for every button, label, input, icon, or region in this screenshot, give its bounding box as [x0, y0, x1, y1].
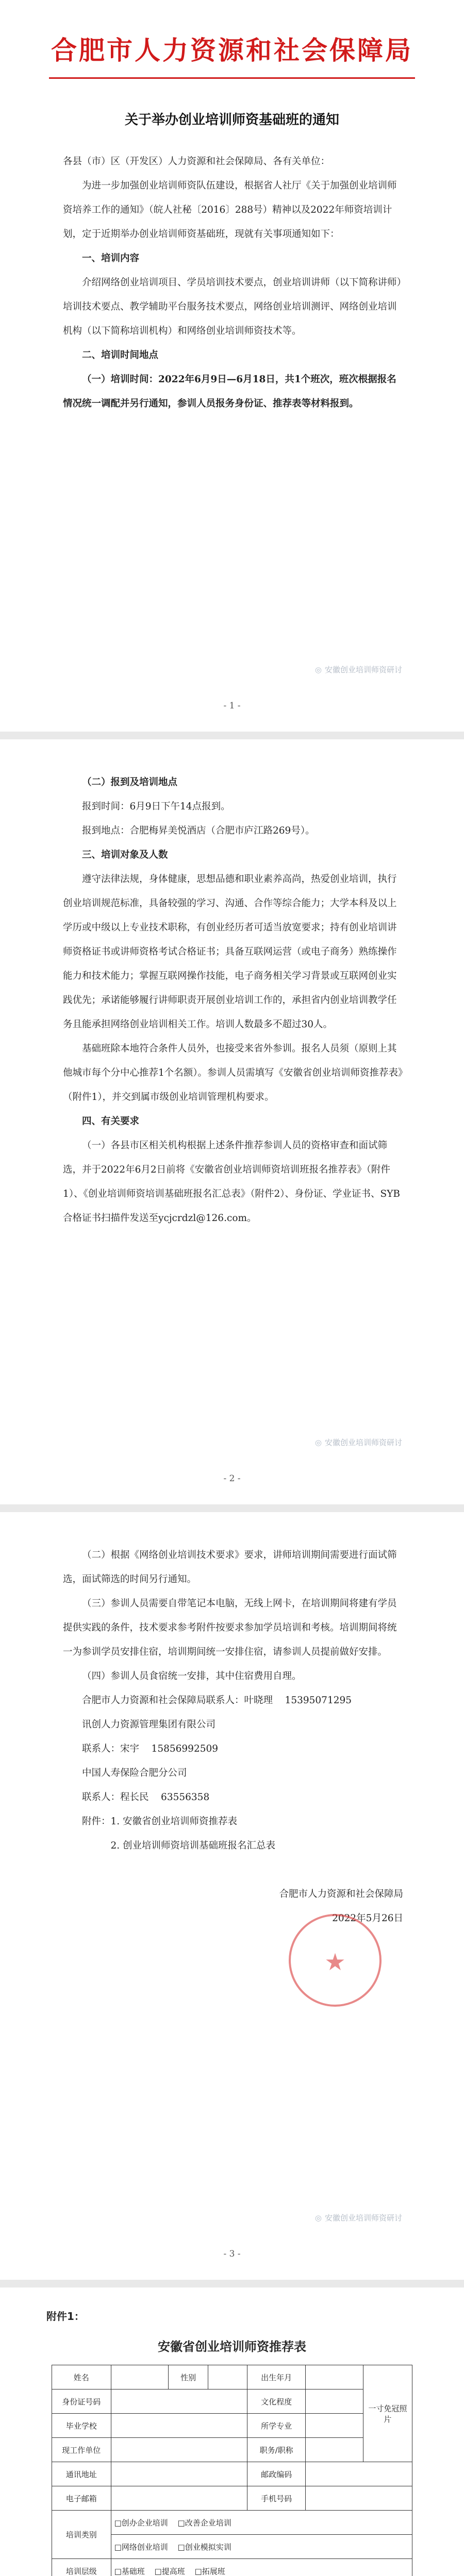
wechat-icon: ◎ [314, 2213, 322, 2223]
contact-org-person: 联系人：宋宇 15856992509 [82, 1743, 219, 1754]
label-edu: 文化程度 [247, 2389, 306, 2414]
level-options [111, 2559, 412, 2576]
contact-city: 合肥市人力资源和社会保障局联系人：叶晓理 15395071295 [82, 1695, 352, 1706]
label-id: 身份证号码 [52, 2389, 111, 2414]
attachments-label: 附件：1. 安徽省创业培训师资推荐表 [82, 1816, 238, 1827]
notice-page-2 [0, 739, 464, 1504]
field-major[interactable] [306, 2414, 363, 2438]
field-edu[interactable] [306, 2389, 363, 2414]
report-place: 报到地点：合肥梅昇美悦酒店（合肥市庐江路269号）。 [82, 825, 315, 836]
section-3-title: 三、培训对象及人数 [82, 850, 168, 860]
section-4-title: 四、有关要求 [82, 1116, 140, 1127]
salutation: 各县（市）区（开发区）人力资源和社会保障局、各有关单位： [63, 156, 330, 167]
contact-org2-person: 联系人：程长民 63556358 [82, 1792, 210, 1803]
notice-body-p3 [63, 1543, 403, 1930]
agency-header: 合肥市人力资源和社会保障局 [51, 35, 413, 65]
label-postcode: 邮政编码 [247, 2462, 306, 2486]
label-gender: 性别 [169, 2365, 208, 2389]
contact-org2: 中国人寿保险合肥分公司 [82, 1768, 187, 1778]
field-name[interactable] [111, 2365, 168, 2389]
checkbox-online[interactable]: □网络创业培训 [114, 2542, 168, 2552]
label-birth: 出生年月 [247, 2365, 306, 2389]
form-caption: 附件1： [46, 2310, 85, 2323]
label-major: 所学专业 [247, 2414, 306, 2438]
checkbox-iyb[interactable]: □改善企业培训 [177, 2518, 231, 2528]
section-1-body: 介绍网络创业培训项目、学员培训技术要点，创业培训讲师（以下简称讲师）培训技术要点、教学辅助平台服务技术要点，网络创业培训测评、网络创业培训机构（以下简称培训机构）和网络创业培训师资技术等。 [63, 277, 402, 336]
category-options-row2 [111, 2535, 412, 2559]
field-birth[interactable] [306, 2365, 363, 2389]
checkbox-advanced[interactable]: □提高班 [154, 2566, 185, 2576]
section-1-title: 一、培训内容 [82, 253, 140, 264]
notice-page-1 [0, 0, 464, 732]
label-school: 毕业学校 [52, 2414, 111, 2438]
notice-title: 关于举办创业培训师资基础班的通知 [124, 112, 339, 128]
field-address[interactable] [111, 2462, 247, 2486]
section-4-body1: （一）各县市区相关机构根据上述条件推荐参训人员的资格审查和面试筛选，并于2022年6月2日前将《安徽省创业培训师资培训班报名推荐表》（附件1）、《创业培训师资培训基础班报名汇总表》（附件2）、身份证、学业证书、SYB合格证书扫描件发送至ycjcrdzl@126.com。 [63, 1140, 401, 1224]
watermark-p1: ◎ 安徽创业培训师资研讨 [314, 665, 402, 674]
page-number-2: - 2 - [223, 1473, 241, 1484]
form-title: 安徽省创业培训师资推荐表 [158, 2340, 306, 2354]
section-2-sub2: （二）报到及培训地点 [82, 777, 178, 788]
field-gender[interactable] [208, 2365, 247, 2389]
section-4-body2: （二）根据《网络创业培训技术要求》要求，讲师培训期间需要进行面试筛选，面试筛选的时间另行通知。 [63, 1550, 397, 1585]
field-title[interactable] [306, 2438, 363, 2462]
label-title: 职务/职称 [247, 2438, 306, 2462]
sign-org: 合肥市人力资源和社会保障局 [279, 1889, 403, 1900]
label-address: 通讯地址 [52, 2462, 111, 2486]
section-3-body2: 基础班除本地符合条件人员外，也接受来省外参训。报名人员须（原则上其他城市每个分中心推荐1个名额）。参训人员需填写《安徽省创业培训师资推荐表》（附件1），并交到属市级创业培训管理机构要求。 [63, 1043, 403, 1103]
attachment-2: 2. 创业培训师资培训基础班报名汇总表 [110, 1840, 276, 1851]
notice-body-p1 [63, 149, 403, 416]
field-school[interactable] [111, 2414, 247, 2438]
field-phone[interactable] [306, 2486, 412, 2511]
checkbox-syb[interactable]: □创办企业培训 [114, 2518, 168, 2528]
section-3-body1: 遵守法律法规，身体健康，思想品德和职业素养高尚，热爱创业培训，执行创业培训规范标准，具备较强的学习、沟通、合作等综合能力；大学本科及以上学历或中级以上专业技术职称，有创业经历者可适当放宽要求；持有创业培训讲师资格证书或讲师资格考试合格证书；具备互联网运营（或电子商务）熟练操作能力和技术能力；掌握互联网操作技能，电子商务相关学习背景或互联网创业实践优先；承诺能够履行讲师职责开展创业培训工作的，承担省内创业培训教学任务且能承担网络创业培训相关工作。培训人数最多不超过30人。 [63, 874, 397, 1030]
field-postcode[interactable] [306, 2462, 412, 2486]
wechat-icon: ◎ [314, 1438, 322, 1447]
official-seal [289, 1914, 382, 2007]
category-options-row1 [111, 2511, 412, 2535]
notice-page-3 [0, 1512, 464, 2280]
section-2-title: 二、培训时间地点 [82, 350, 159, 361]
header-rule [49, 77, 415, 79]
page-number-1: - 1 - [223, 701, 241, 711]
field-workplace[interactable] [111, 2438, 247, 2462]
label-workplace: 现工作单位 [52, 2438, 111, 2462]
field-email[interactable] [111, 2486, 247, 2511]
checkbox-extended[interactable]: □拓展班 [194, 2566, 225, 2576]
checkbox-basic[interactable]: □基础班 [114, 2566, 145, 2576]
intro-paragraph: 为进一步加强创业培训师资队伍建设，根据省人社厅《关于加强创业培训师资培养工作的通知》（皖人社秘〔2016〕288号）精神以及2022年师资培训计划，定于近期举办创业培训师资基础班，现就有关事项通知如下： [63, 180, 397, 240]
page-number-3: - 3 - [223, 2249, 241, 2259]
recommend-form [52, 2365, 412, 2576]
report-time: 报到时间：6月9日下午14点报到。 [82, 801, 230, 812]
sign-date: 2022年5月26日 [332, 1913, 403, 1924]
label-level: 培训层级 [52, 2559, 111, 2576]
checkbox-sim[interactable]: □创业模拟实训 [177, 2542, 231, 2552]
wechat-icon: ◎ [314, 665, 322, 674]
field-id[interactable] [111, 2389, 247, 2414]
seal-star-icon: ★ [324, 1948, 346, 1976]
label-phone: 手机号码 [247, 2486, 306, 2511]
section-4-body4: （四）参训人员食宿统一安排，其中住宿费用自理。 [82, 1671, 302, 1682]
photo-box: 一寸免冠照片 [363, 2365, 412, 2462]
notice-body-p2 [63, 770, 403, 1230]
section-4-body3: （三）参训人员需要自带笔记本电脑，无线上网卡，在培训期间将建有学员提供实践的条件，技术要求参考附件按要求参加学员培训和考核。培训期间将统一为参训学员安排住宿，培训期间统一安排住宿，请参训人员提前做好安排。 [63, 1598, 397, 1657]
watermark-p3: ◎ 安徽创业培训师资研讨 [314, 2213, 402, 2223]
section-2-sub1: （一）培训时间：2022年6月9日—6月18日，共1个班次，班次根据报名情况统一调配并另行通知，参训人员报务身份证、推荐表等材料报到。 [63, 374, 396, 409]
label-name: 姓名 [52, 2365, 111, 2389]
watermark-p2: ◎ 安徽创业培训师资研讨 [314, 1438, 402, 1447]
label-category: 培训类别 [52, 2511, 111, 2559]
attachments-page [0, 2287, 464, 2576]
label-email: 电子邮箱 [52, 2486, 111, 2511]
contact-org: 讯创人力资源管理集团有限公司 [82, 1719, 216, 1730]
